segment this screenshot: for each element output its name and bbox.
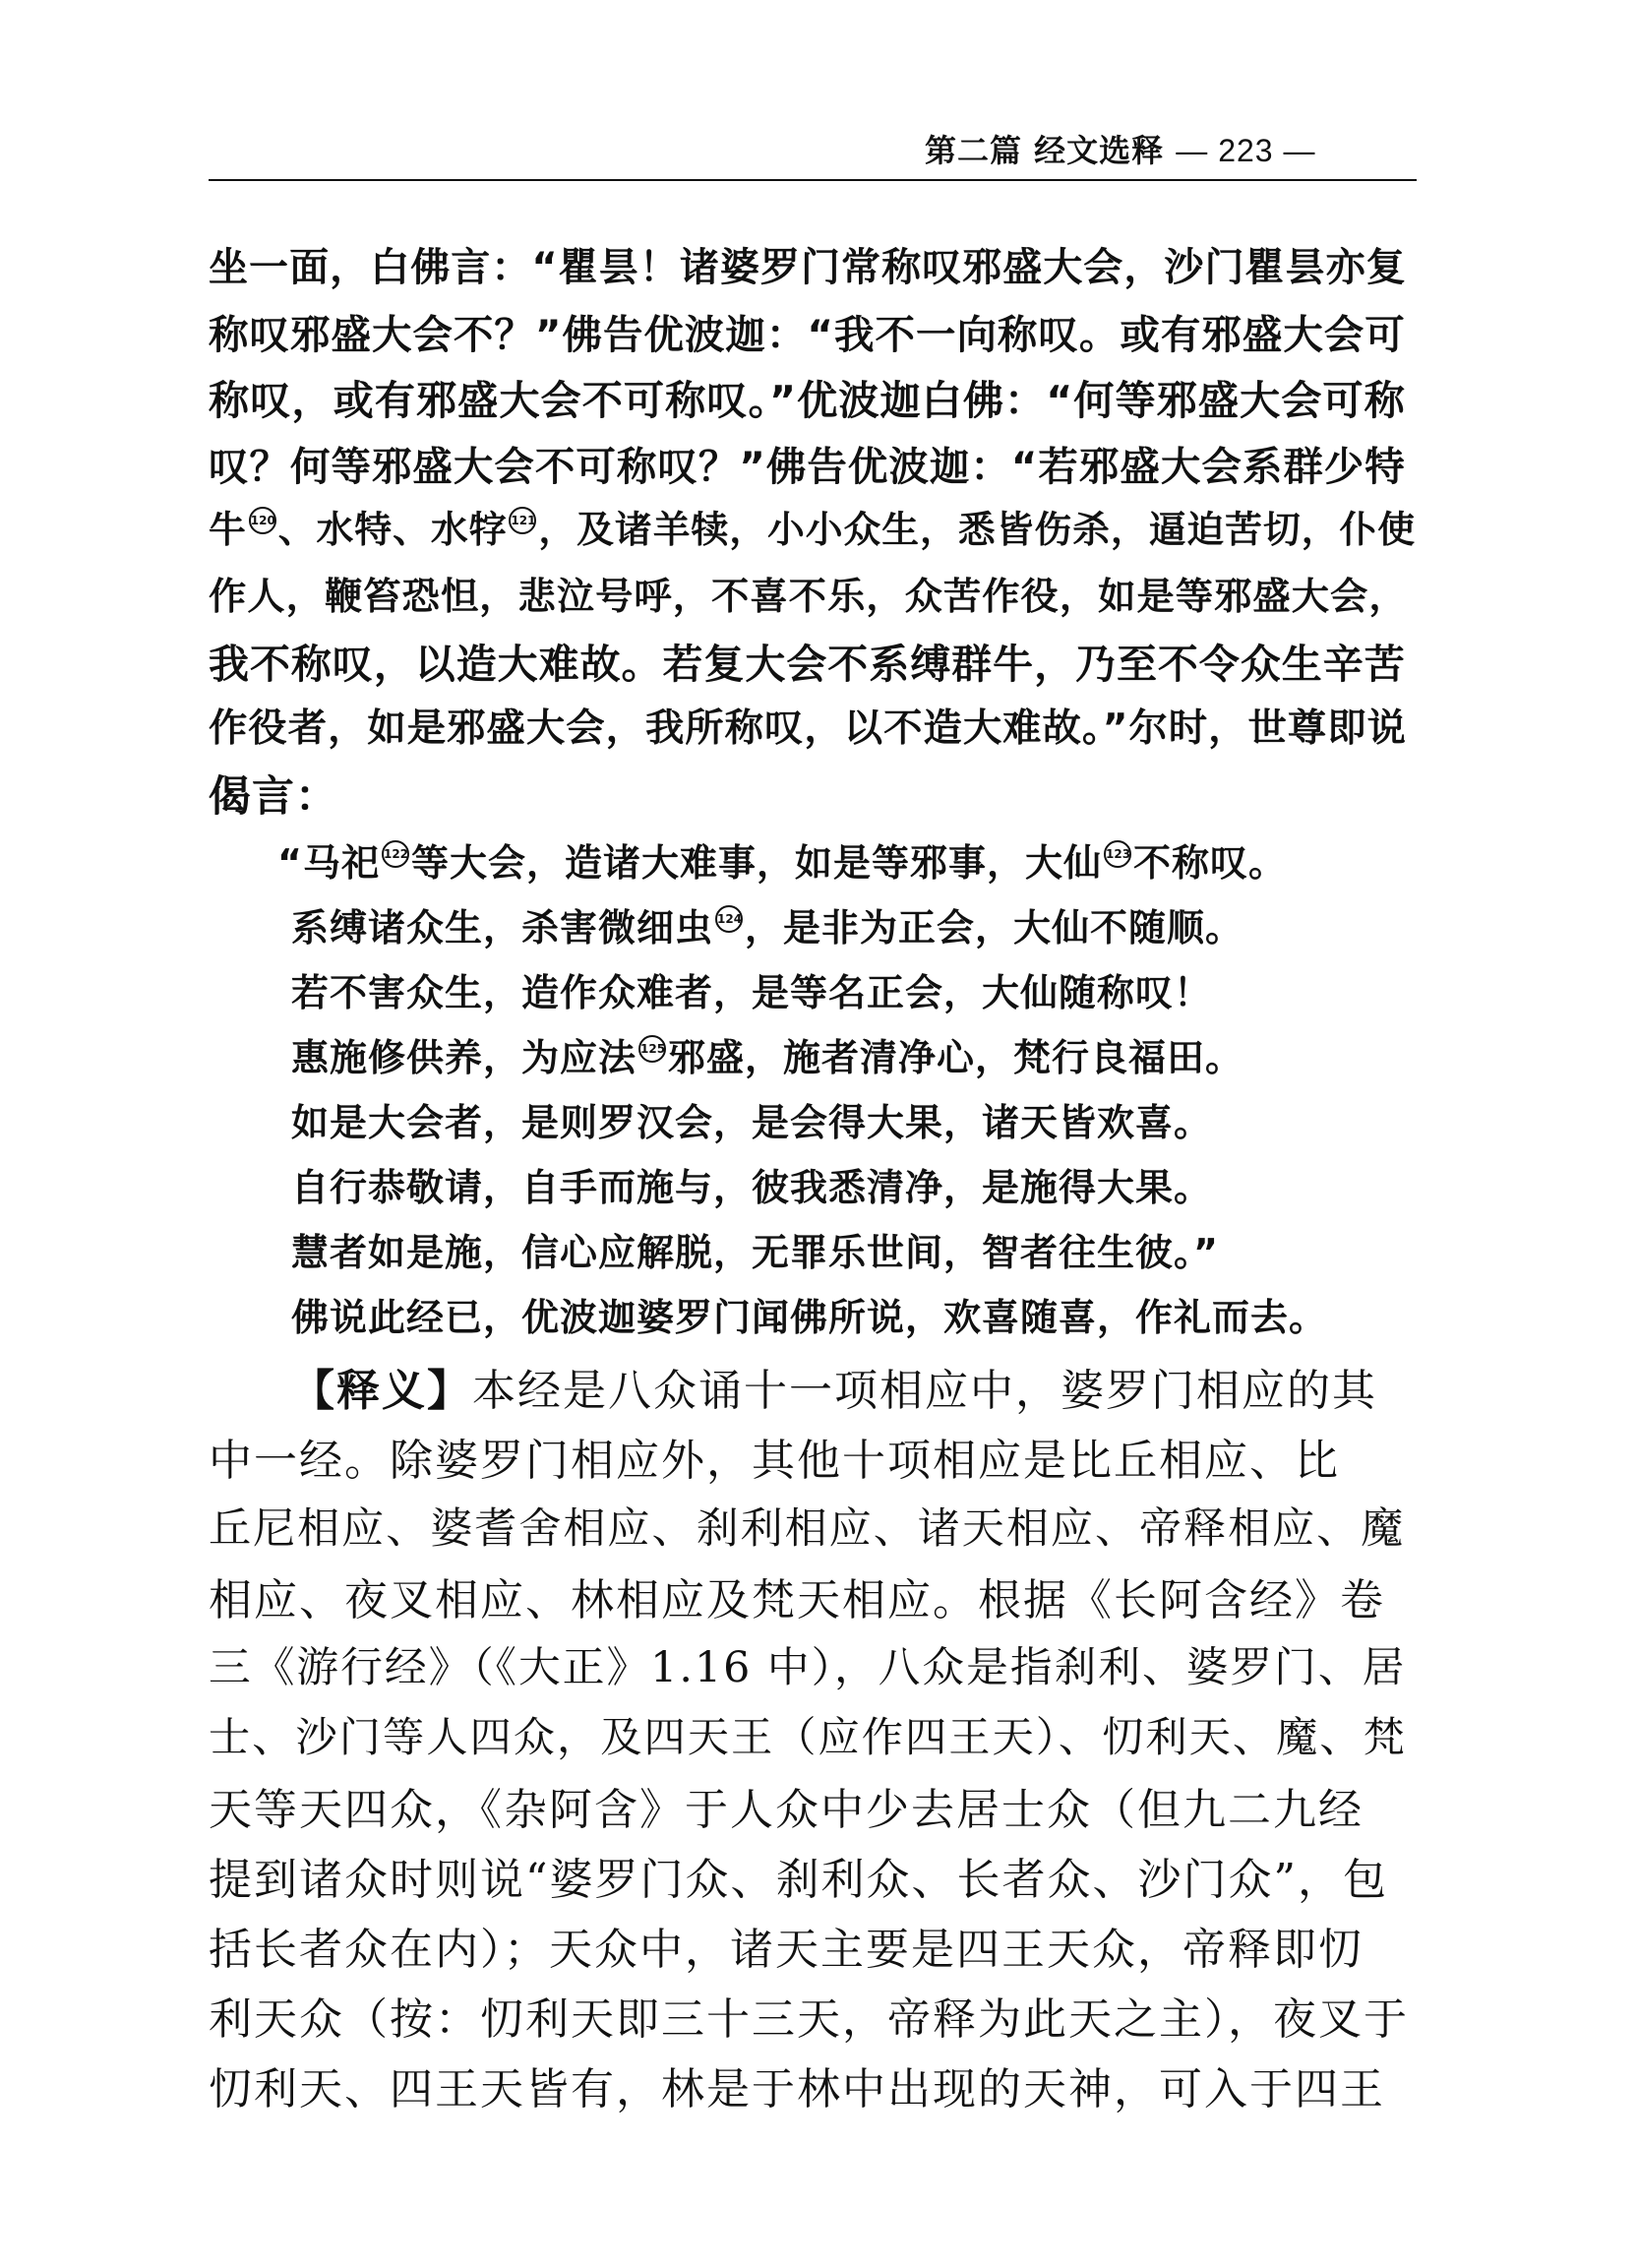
- sutra-line-4: 叹？何等邪盛大会不可称叹？”佛告优波迦：“若邪盛大会系群少特: [209, 443, 1406, 490]
- verse-line-1: [277, 832, 1287, 887]
- text-segment: 邪盛，施者清净心，梵行良福田。: [668, 1036, 1244, 1079]
- commentary-line-11: 忉利天、四王天皆有，林是于林中出现的天神，可入于四王: [209, 2064, 1385, 2115]
- text-segment: 等大会，造诸大难事，如是等邪事，大仙: [410, 841, 1102, 885]
- verse-line-6: 自行恭敬请，自手而施与，彼我悉清净，是施得大果。: [291, 1166, 1213, 1209]
- footnote-marker: 122: [382, 840, 409, 868]
- verse-line-2: [291, 897, 1243, 951]
- commentary-line-7: 天等天四众，《杂阿含》于人众中少去居士众（但九二九经: [209, 1785, 1364, 1835]
- verse-line-3: 若不害众生，造作众难者，是等名正会，大仙随称叹！: [291, 971, 1213, 1014]
- header-rule: [209, 179, 1417, 181]
- sutra-line-7: 我不称叹，以造大难故。若复大会不系缚群牛，乃至不令众生辛苦: [209, 641, 1406, 688]
- verse-line-8: 佛说此经已，优波迦婆罗门闻佛所说，欢喜随喜，作礼而去。: [291, 1296, 1328, 1339]
- commentary-line-4: 相应、夜叉相应、林相应及梵天相应。根据《长阿含经》卷: [209, 1575, 1385, 1625]
- verse-line-5: 如是大会者，是则罗汉会，是会得大果，诸天皆欢喜。: [291, 1101, 1213, 1144]
- commentary-line-5: 三《游行经》（《大正》1.16 中），八众是指刹利、婆罗门、居: [209, 1643, 1407, 1692]
- text-segment: 、水特、水牸: [277, 508, 508, 551]
- footnote-marker: 123: [1104, 840, 1131, 868]
- verse-line-4: [291, 1027, 1243, 1081]
- text-segment: ，及诸羊犊，小小众生，悉皆伤杀，逼迫苦切，仆使: [538, 508, 1417, 551]
- sutra-line-8: 作役者，如是邪盛大会，我所称叹，以不造大难故。”尔时，世尊即说: [209, 705, 1407, 751]
- footnote-marker: 120: [249, 507, 276, 534]
- sutra-line-9: 偈言：: [209, 772, 338, 822]
- footnote-marker: 125: [638, 1035, 666, 1063]
- commentary-line-9: 括长者众在内）；天众中，诸天主要是四王天众，帝释即忉: [209, 1925, 1364, 1975]
- text-segment: ，是非为正会，大仙不随顺。: [745, 906, 1244, 950]
- verse-line-7: 慧者如是施，信心应解脱，无罪乐世间，智者往生彼。”: [291, 1231, 1219, 1274]
- page-number: — 223 —: [1176, 133, 1316, 168]
- sutra-line-3: 称叹，或有邪盛大会不可称叹。”优波迦白佛：“何等邪盛大会可称: [209, 377, 1406, 424]
- text-segment: 惠施修供养，为应法: [291, 1036, 637, 1079]
- commentary-line-3: 丘尼相应、婆耆舍相应、刹利相应、诸天相应、帝释相应、魔: [209, 1504, 1406, 1554]
- text-segment: “马祀: [277, 841, 380, 885]
- sutra-line-5: [209, 500, 1416, 553]
- commentary-tag: 【释义】: [291, 1366, 472, 1416]
- text-segment: 本经是八众诵十一项相应中，婆罗门相应的其: [472, 1366, 1377, 1416]
- footnote-marker: 124: [715, 905, 743, 933]
- text-segment: 系缚诸众生，杀害微细虫: [291, 906, 714, 950]
- commentary-line-2: 中一经。除婆罗门相应外，其他十项相应是比丘相应、比: [209, 1436, 1340, 1486]
- header-title: 第二篇 经文选释: [925, 132, 1165, 169]
- sutra-line-6: 作人，鞭笞恐怛，悲泣号呼，不喜不乐，众苦作役，如是等邪盛大会，: [209, 575, 1408, 619]
- sutra-line-1: 坐一面，白佛言：“瞿昙！诸婆罗门常称叹邪盛大会，沙门瞿昙亦复: [209, 245, 1407, 290]
- commentary-line-8: 提到诸众时则说“婆罗门众、刹利众、长者众、沙门众”，包: [209, 1855, 1388, 1905]
- footnote-marker: 121: [509, 507, 536, 534]
- commentary-line-10: 利天众（按：忉利天即三十三天，帝释为此天之主），夜叉于: [209, 1994, 1409, 2045]
- text-segment: 牛: [209, 508, 247, 551]
- sutra-line-2: 称叹邪盛大会不？”佛告优波迦：“我不一向称叹。或有邪盛大会可: [209, 311, 1406, 358]
- text-segment: 不称叹。: [1133, 841, 1288, 885]
- running-header: [925, 126, 1417, 173]
- commentary-line-1: [291, 1355, 1377, 1418]
- commentary-line-6: 士、沙门等人四众，及四天王（应作四王天）、忉利天、魔、梵: [209, 1713, 1407, 1761]
